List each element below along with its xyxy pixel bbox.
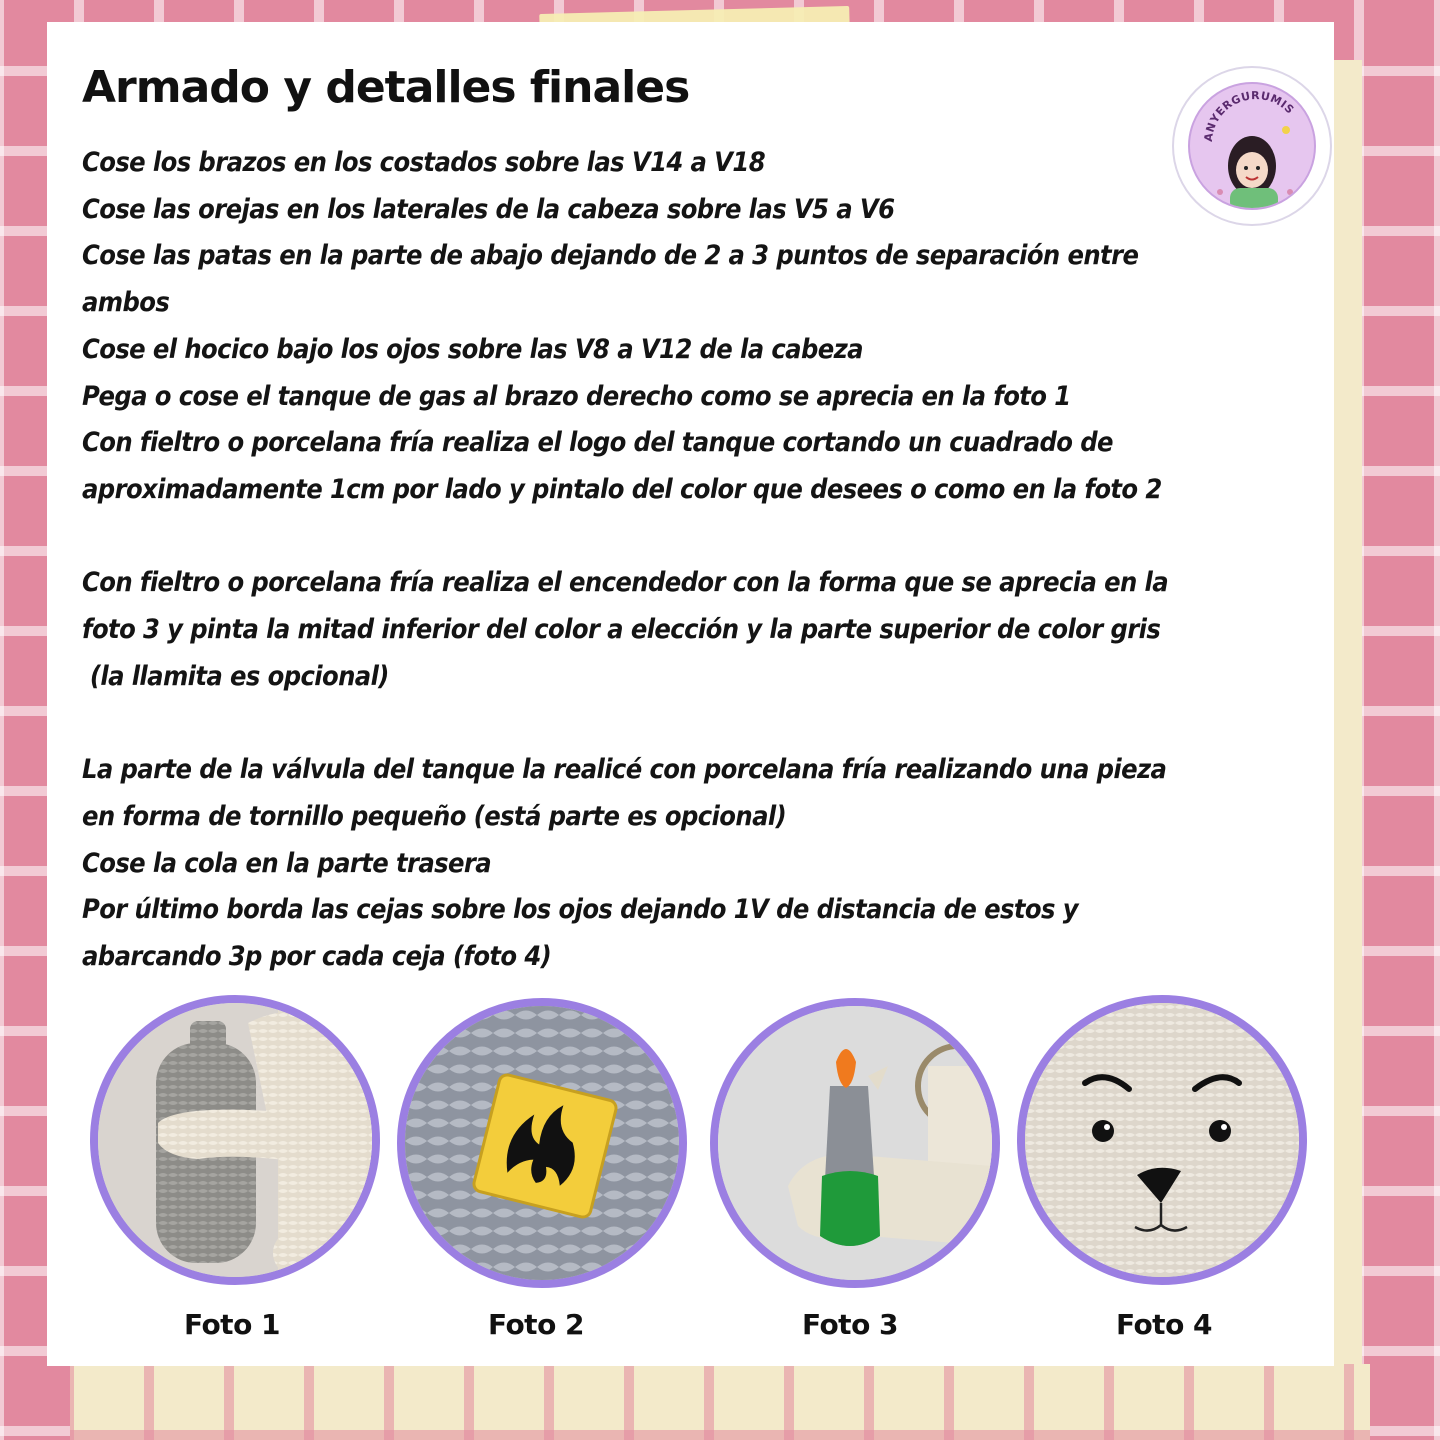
- instruction-line: Con fieltro o porcelana fría realiza el logo del tanque cortando un cuadrado de: [82, 427, 1113, 459]
- bottom-band-decoration: [70, 1364, 1370, 1440]
- tank-arm-image: [98, 1003, 372, 1277]
- instruction-line: Pega o cose el tanque de gas al brazo derecho como se aprecia en la foto 1: [82, 380, 1071, 412]
- instruction-line: Con fieltro o porcelana fría realiza el encendedor con la forma que se aprecia en la: [82, 567, 1169, 599]
- lighter-image: [718, 1006, 992, 1280]
- instruction-line: Por último borda las cejas sobre los ojos dejando 1V de distancia de estos y: [82, 894, 1078, 926]
- bear-face-photo: [1017, 995, 1307, 1285]
- tank-arm-photo: [90, 995, 380, 1285]
- photo-caption: Foto 3: [801, 1308, 899, 1341]
- bear-face-image: [1025, 1003, 1299, 1277]
- instruction-line: La parte de la válvula del tanque la realicé con porcelana fría realizando una pieza: [82, 754, 1167, 786]
- instruction-line: Cose las patas en la parte de abajo dejando de 2 a 3 puntos de separación entre: [82, 240, 1139, 272]
- instruction-line: abarcando 3p por cada ceja (foto 4): [82, 940, 552, 972]
- side-band-decoration: [1334, 60, 1362, 1370]
- photo-caption: Foto 1: [183, 1308, 281, 1341]
- lighter-photo: [710, 998, 1000, 1288]
- instructions-text: [82, 140, 1252, 981]
- flame-logo-image: [405, 1006, 679, 1280]
- page-title: Armado y detalles finales: [82, 62, 690, 113]
- flame-logo-photo: [397, 998, 687, 1288]
- instruction-line: Cose la cola en la parte trasera: [82, 847, 492, 879]
- instruction-line: en forma de tornillo pequeño (está parte es opcional): [82, 800, 787, 832]
- logo-text: ANYERGURUMIS: [1201, 89, 1297, 143]
- instruction-line: foto 3 y pinta la mitad inferior del color a elección y la parte superior de color gris: [82, 614, 1161, 646]
- instruction-line: Cose las orejas en los laterales de la cabeza sobre las V5 a V6: [82, 193, 895, 225]
- photo-caption: Foto 2: [487, 1308, 585, 1341]
- instruction-line: Cose el hocico bajo los ojos sobre las V8 a V12 de la cabeza: [82, 333, 863, 365]
- svg-text:ANYERGURUMIS: [1202, 89, 1297, 142]
- instruction-line: aproximadamente 1cm por lado y pintalo del color que desees o como en la foto 2: [82, 473, 1162, 505]
- blank-line: [82, 514, 1252, 561]
- instruction-line: ambos: [82, 287, 170, 319]
- blank-line: [82, 700, 1252, 747]
- instruction-line: (la llamita es opcional): [82, 660, 389, 692]
- instruction-line: Cose los brazos en los costados sobre las V14 a V18: [82, 147, 765, 178]
- photo-caption: Foto 4: [1115, 1308, 1213, 1341]
